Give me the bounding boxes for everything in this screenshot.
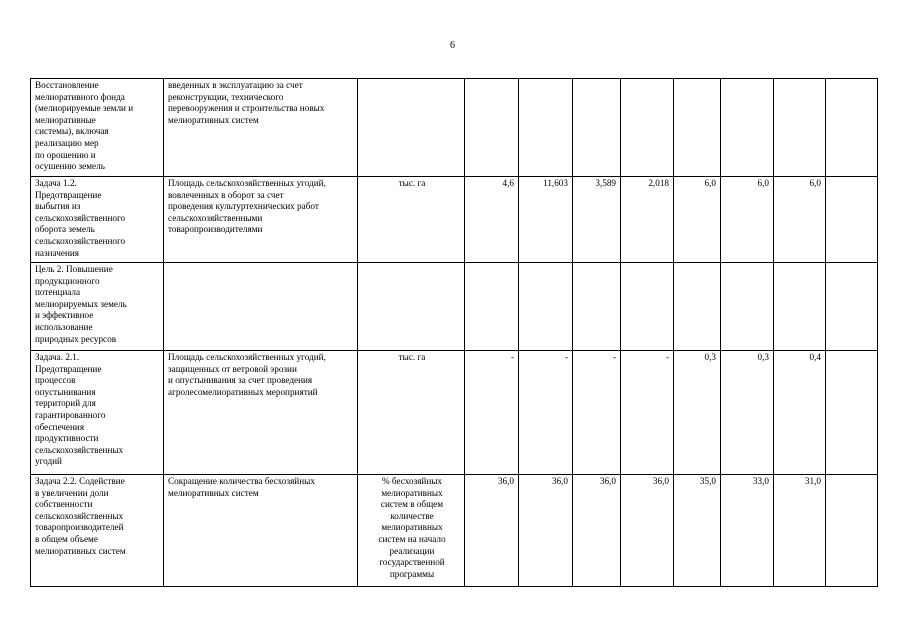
value-cell: 36,0 (465, 475, 519, 587)
value-cell (519, 263, 573, 351)
value-cell: 6,0 (721, 177, 774, 263)
value-cell: 3,589 (573, 177, 621, 263)
value-cell: - (465, 351, 519, 475)
value-cell: 31,0 (774, 475, 826, 587)
value-cell: 0,4 (774, 351, 826, 475)
value-cell: 0,3 (721, 351, 774, 475)
page-number: 6 (450, 40, 455, 51)
goal-cell: Восстановление мелиоративного фонда (мелиорируемые земли и мелиоративные системы), включая реализацию мер по орошению и осушению земель (31, 79, 164, 177)
value-cell: 36,0 (621, 475, 674, 587)
value-cell: 36,0 (519, 475, 573, 587)
value-cell (465, 263, 519, 351)
value-cell (573, 263, 621, 351)
unit-cell: тыс. га (358, 177, 465, 263)
value-cell: - (573, 351, 621, 475)
indicator-cell (164, 263, 358, 351)
empty-cell (826, 177, 878, 263)
indicator-cell: Площадь сельскохозяйственных угодий, вовлеченных в оборот за счет проведения культуртехнических работ сельскохозяйственными товаропроизводителями (164, 177, 358, 263)
table-row (31, 475, 878, 587)
value-cell: 0,3 (674, 351, 721, 475)
indicator-cell: введенных в эксплуатацию за счет реконструкции, технического перевооружения и строительства новых мелиоративных систем (164, 79, 358, 177)
value-cell: 36,0 (573, 475, 621, 587)
goal-cell: Задача 1.2. Предотвращение выбытия из сельскохозяйственного оборота земель сельскохозяйственного назначения (31, 177, 164, 263)
value-cell (721, 263, 774, 351)
unit-cell (358, 79, 465, 177)
value-cell: 6,0 (774, 177, 826, 263)
value-cell (621, 263, 674, 351)
indicator-cell: Сокращение количества бесхозяйных мелиоративных систем (164, 475, 358, 587)
value-cell (465, 79, 519, 177)
value-cell (774, 79, 826, 177)
indicator-cell: Площадь сельскохозяйственных угодий, защищенных от ветровой эрозии и опустынивания за счет проведения агролесомелиоративных мероприятий (164, 351, 358, 475)
value-cell (519, 79, 573, 177)
table-row (31, 351, 878, 475)
goal-cell: Цель 2. Повышение продукционного потенциала мелиорируемых земель и эффективное использование природных ресурсов (31, 263, 164, 351)
unit-cell (358, 263, 465, 351)
value-cell: 11,603 (519, 177, 573, 263)
empty-cell (826, 263, 878, 351)
table-row (31, 177, 878, 263)
value-cell (674, 79, 721, 177)
empty-cell (826, 79, 878, 177)
unit-cell: % бесхозяйных мелиоративных систем в общем количестве мелиоративных систем на начало реализации государственной программы (358, 475, 465, 587)
table-row (31, 263, 878, 351)
value-cell: - (519, 351, 573, 475)
value-cell: 2,018 (621, 177, 674, 263)
empty-cell (826, 351, 878, 475)
value-cell: 35,0 (674, 475, 721, 587)
unit-cell: тыс. га (358, 351, 465, 475)
value-cell (674, 263, 721, 351)
value-cell: - (621, 351, 674, 475)
indicators-table (30, 78, 878, 587)
empty-cell (826, 475, 878, 587)
goal-cell: Задача. 2.1. Предотвращение процессов опустынивания территорий для гарантированного обеспечения продуктивности сельскохозяйственных угодий (31, 351, 164, 475)
value-cell (621, 79, 674, 177)
value-cell (573, 79, 621, 177)
value-cell: 6,0 (674, 177, 721, 263)
value-cell: 4,6 (465, 177, 519, 263)
value-cell (774, 263, 826, 351)
value-cell (721, 79, 774, 177)
goal-cell: Задача 2.2. Содействие в увеличении доли собственности сельскохозяйственных товаропроизводителей в общем объеме мелиоративных систем (31, 475, 164, 587)
table-row (31, 79, 878, 177)
value-cell: 33,0 (721, 475, 774, 587)
